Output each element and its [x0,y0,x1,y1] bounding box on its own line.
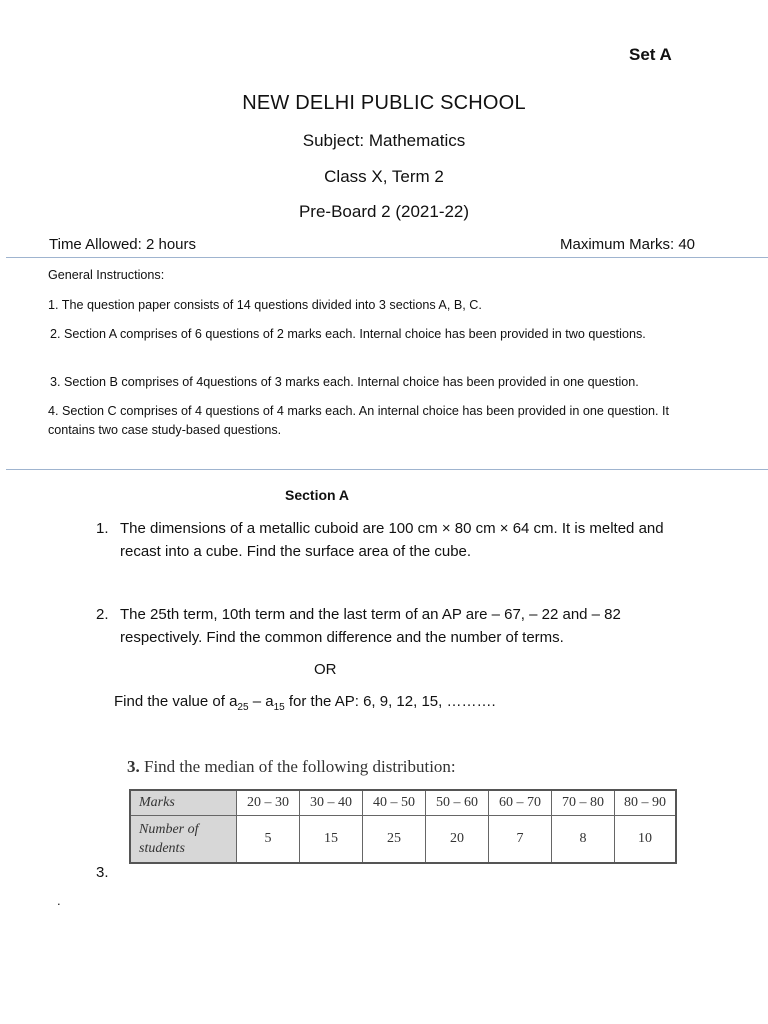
frequency-cell: 5 [237,816,300,864]
question-3-number: 3. [96,864,109,881]
header-divider [6,257,768,258]
class-term-line: Class X, Term 2 [324,167,444,186]
table-row [130,790,676,816]
subscript: 15 [273,702,285,713]
instruction-item: 2. Section A comprises of 6 questions of 2 marks each. Internal choice has been provided in two questions. [50,327,646,341]
class-interval: 70 – 80 [552,790,615,816]
frequency-cell: 25 [363,816,426,864]
alt-text: Find the value of a [114,693,238,710]
time-allowed: Time Allowed: 2 hours [49,236,197,253]
question-2-alternative [114,693,496,713]
question-text: The dimensions of a metallic cuboid are 100 cm × 80 cm × 64 cm. It is melted and recast into a cube. Find the surface area of the cube. [120,520,664,560]
frequency-cell: 7 [489,816,552,864]
class-interval: 20 – 30 [237,790,300,816]
table-row [130,816,676,864]
question-text: Find the median of the following distribution: [144,757,456,776]
question-number: 2. [96,606,109,623]
trailing-dot: . [57,893,61,908]
frequency-cell: 15 [300,816,363,864]
subscript: 25 [237,702,249,713]
section-a-heading: Section A [285,487,350,503]
class-interval: 60 – 70 [489,790,552,816]
frequency-cell: 8 [552,816,615,864]
or-separator: OR [314,661,337,678]
question-3-image-text [127,757,456,777]
set-label: Set A [629,45,672,64]
question-1 [96,518,686,564]
frequency-cell: 20 [426,816,489,864]
question-number: 1. [96,520,109,537]
subject-line: Subject: Mathematics [302,131,466,150]
class-interval: 80 – 90 [615,790,677,816]
distribution-table [129,789,677,864]
alt-text: for the AP: 6, 9, 12, 15, ………. [284,693,496,710]
class-interval: 40 – 50 [363,790,426,816]
instructions-divider [6,469,768,470]
instruction-item: 4. Section C comprises of 4 questions of 4 marks each. An internal choice has been provided in one question. It contains two case study-based questions. [48,404,669,437]
question-2 [96,604,686,650]
frequency-cell: 10 [615,816,677,864]
row-header-students: Number of students [130,816,237,864]
exam-line: Pre-Board 2 (2021-22) [298,202,470,221]
class-interval: 50 – 60 [426,790,489,816]
school-name: NEW DELHI PUBLIC SCHOOL [242,92,526,114]
question-text: The 25th term, 10th term and the last term of an AP are – 67, – 22 and – 82 respectively. Find the common difference and the number of terms. [120,606,621,646]
row-header-marks: Marks [130,790,237,816]
question-number: 3. [127,757,140,776]
maximum-marks: Maximum Marks: 40 [560,236,696,253]
instruction-item: 3. Section B comprises of 4questions of 3 marks each. Internal choice has been provided in one question. [50,375,639,389]
class-interval: 30 – 40 [300,790,363,816]
instructions-heading: General Instructions: [48,268,165,282]
alt-text: – a [248,693,274,710]
instruction-item: 1. The question paper consists of 14 questions divided into 3 sections A, B, C. [48,298,482,312]
